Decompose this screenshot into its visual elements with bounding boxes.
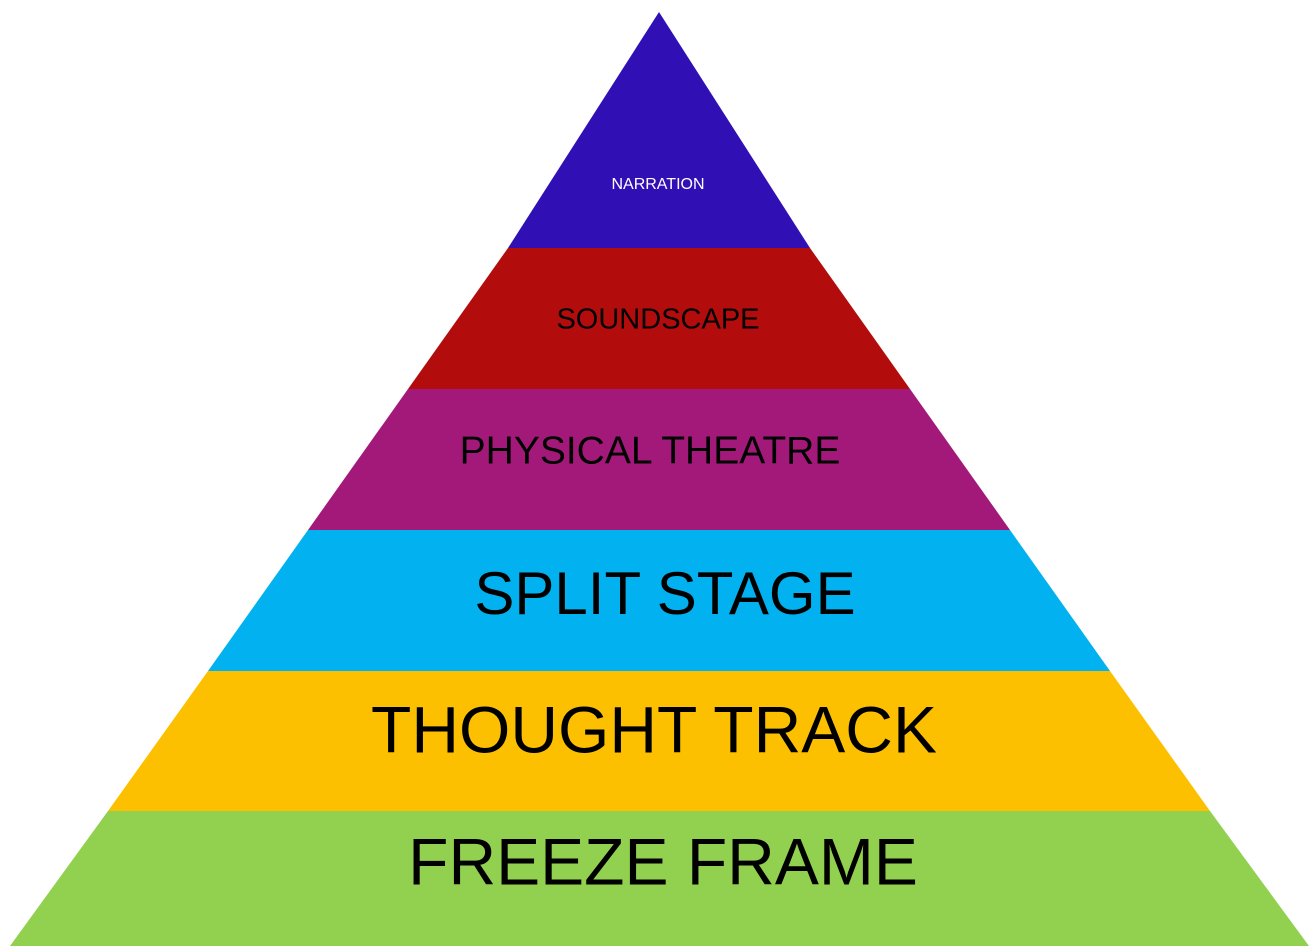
layer-label-freeze-frame: FREEZE FRAME [408,824,918,899]
layer-label-narration: NARRATION [611,176,705,194]
layer-label-split-stage: SPLIT STAGE [474,559,856,627]
layer-label-thought-track: THOUGHT TRACK [371,692,937,767]
layer-label-physical-theatre: PHYSICAL THEATRE [459,429,841,473]
layer-label-soundscape: SOUNDSCAPE [556,303,760,336]
layer-narration [508,12,810,248]
